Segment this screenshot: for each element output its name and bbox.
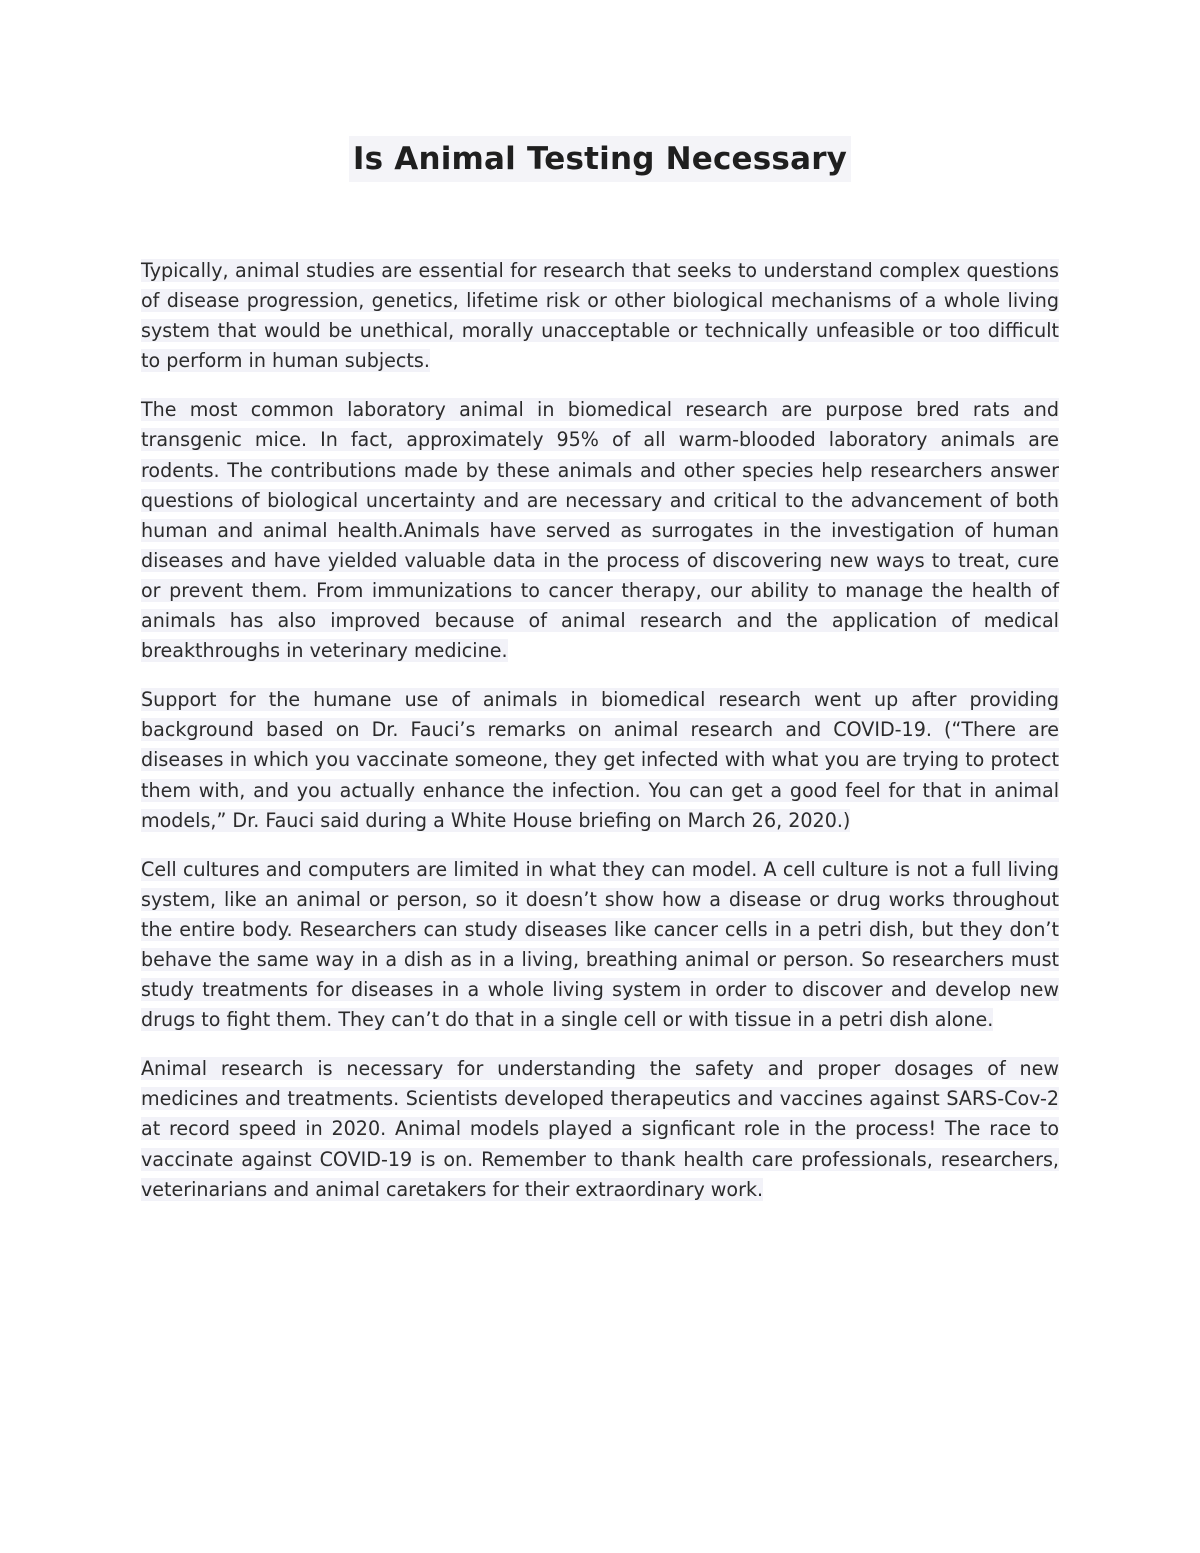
paragraph-3-text: Support for the humane use of animals in biomedical research went up after providing background based on Dr. Fauci’s remarks on animal research and COVID-19. (“There are diseases in which you vaccinate someone, they get infected with what you are trying to protect them with, and you actually enhance the infection. You can get a good feel for that in animal models,” Dr. Fauci said during a White House briefing on March 26, 2020.)	[141, 688, 1059, 832]
paragraph-2	[141, 395, 1059, 666]
paragraph-4-text: Cell cultures and computers are limited in what they can model. A cell culture is not a full living system, like an animal or person, so it doesn’t show how a disease or drug works throughout the entire body. Researchers can study diseases like cancer cells in a petri dish, but they don’t behave the same way in a dish as in a living, breathing animal or person. So researchers must study treatments for diseases in a whole living system in order to discover and develop new drugs to fight them. They can’t do that in a single cell or with tissue in a petri dish alone.	[141, 857, 1059, 1032]
paragraph-4	[141, 855, 1059, 1036]
paragraph-1-text: Typically, animal studies are essential for research that seeks to understand complex questions of disease progression, genetics, lifetime risk or other biological mechanisms of a whole living system that would be unethical, morally unacceptable or technically unfeasible or too difficult to perform in human subjects.	[141, 259, 1059, 373]
document-title: Is Animal Testing Necessary	[349, 136, 851, 182]
paragraph-1	[141, 256, 1059, 376]
paragraph-3	[141, 685, 1059, 835]
paragraph-5-text: Animal research is necessary for understanding the safety and proper dosages of new medicines and treatments. Scientists developed therapeutics and vaccines against SARS-Cov-2 at record speed in 2020. Animal models played a signficant role in the process! The race to vaccinate against COVID-19 is on. Remember to thank health care professionals, researchers, veterinarians and animal caretakers for their extraordinary work.	[141, 1057, 1059, 1201]
paragraph-2-text: The most common laboratory animal in biomedical research are purpose bred rats and transgenic mice. In fact, approximately 95% of all warm-blooded laboratory animals are rodents. The contributions made by these animals and other species help researchers answer questions of biological uncertainty and are necessary and critical to the advancement of both human and animal health.Animals have served as surrogates in the investigation of human diseases and have yielded valuable data in the process of discovering new ways to treat, cure or prevent them. From immunizations to cancer therapy, our ability to manage the health of animals has also improved because of animal research and the application of medical breakthroughs in veterinary medicine.	[141, 398, 1059, 663]
title-container	[0, 136, 1200, 182]
paragraph-5	[141, 1054, 1059, 1204]
document-body	[141, 256, 1059, 1224]
